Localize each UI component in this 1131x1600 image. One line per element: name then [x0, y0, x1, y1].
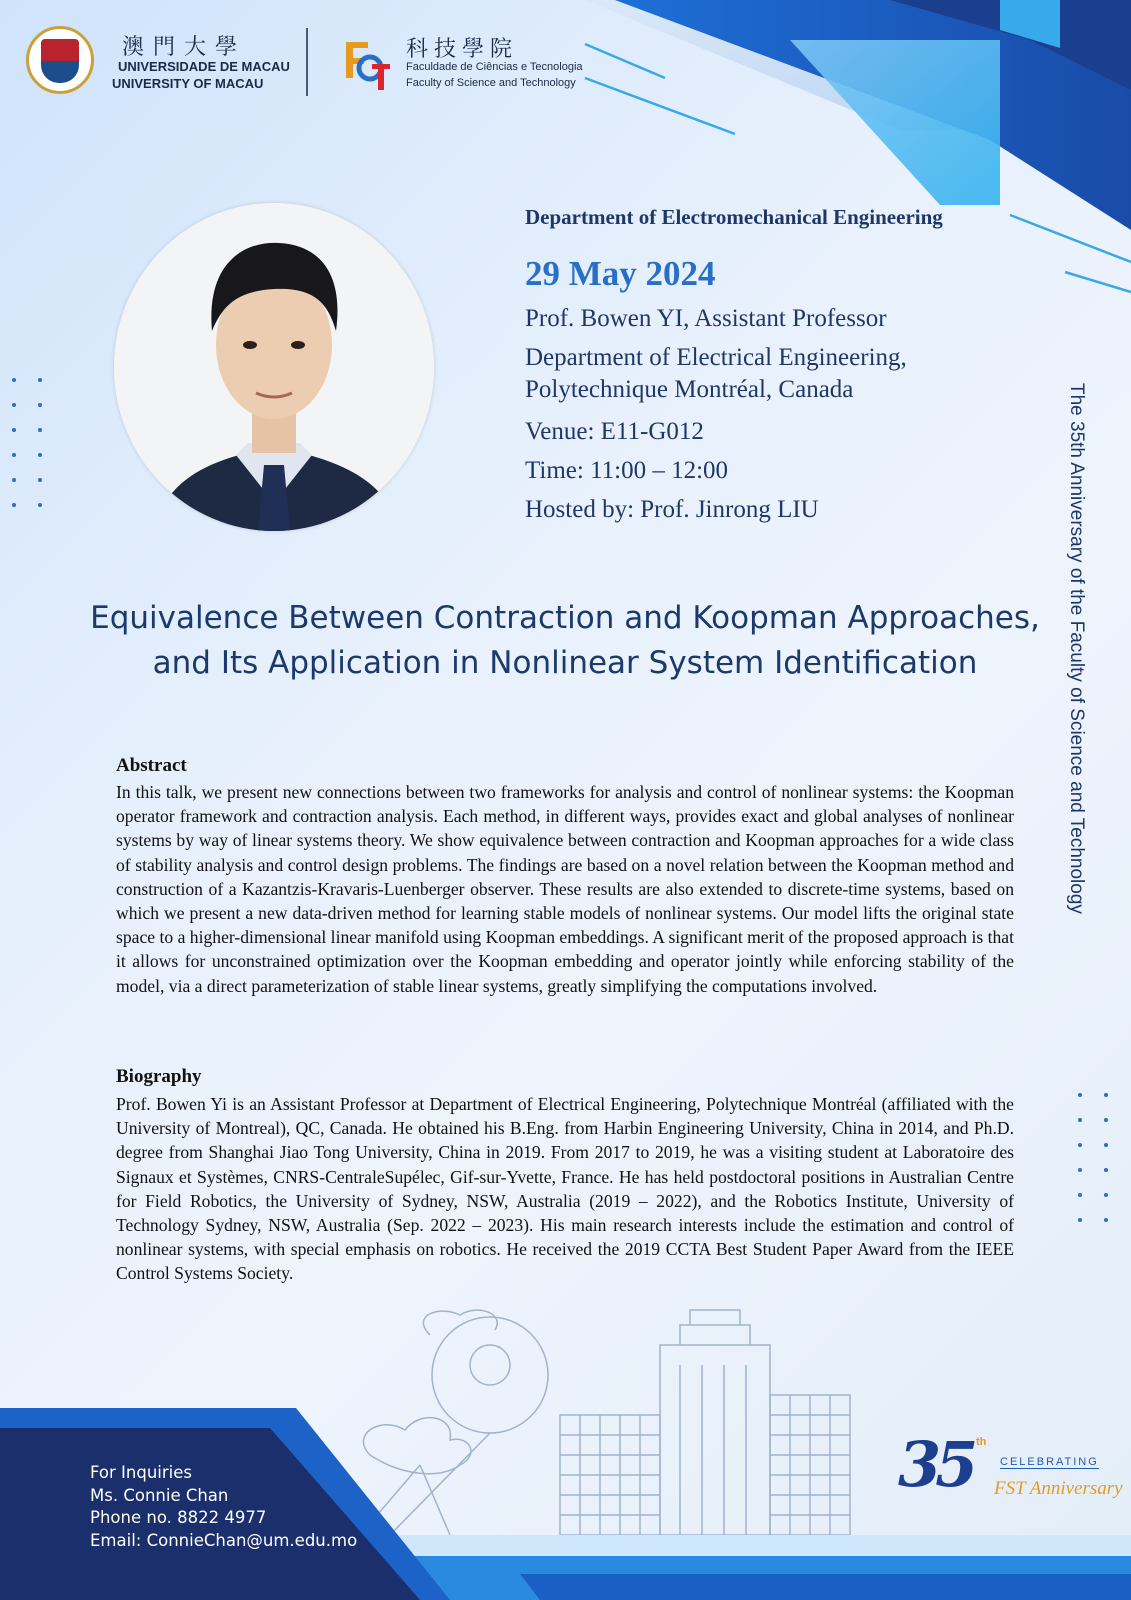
- biography-text: Prof. Bowen Yi is an Assistant Professor at Department of Electrical Engineering, Polytechnique Montréal (affiliated with the University of Montreal), QC, Canada. He obtained his B.Eng. from Harbin Engineering University, China in 2014, and Ph.D. degree from Shanghai Jiao Tong University, China in 2019. From 2017 to 2019, he was a visiting student at Laboratoire des Signaux et Systèmes, CNRS-CentraleSupélec, Gif-sur-Yvette, France. He has held postdoctoral positions in Australian Centre for Field Robotics, the University of Sydney, NSW, Australia (2019 – 2022), and the Robotics Institute, University of Technology Sydney, NSW, Australia (Sep. 2022 – 2023). His main research interests include the estimation and control of nonlinear systems, with special emphasis on robotics. He received the 2019 CCTA Best Student Paper Award from the IEEE Control Systems Society.: [116, 1094, 1014, 1284]
- left-dot-pattern: [12, 378, 48, 508]
- event-time: Time: 11:00 – 12:00: [525, 457, 729, 484]
- um-chinese-name: 澳門大學: [122, 35, 247, 60]
- inquiries-email[interactable]: Email: ConnieChan@um.edu.mo: [90, 1530, 358, 1550]
- inquiries-contact-name: Ms. Connie Chan: [90, 1485, 229, 1505]
- abstract-text: In this talk, we present new connections between two frameworks for analysis and control of nonlinear systems: the Koopman operator framework and contraction analysis. Each method, in different ways, provides exact and global analyses of nonlinear systems by way of linear systems theory. We show equivalence between contraction and Koopman approaches for a wide class of stability analysis and control design problems. The findings are based on a novel relation between the Koopman method and construction of a Kazantzis-Kravaris-Luenberger observer. These results are also extended to discrete-time systems, based on which we present a new data-driven method for learning stable models of nonlinear systems. Our model lifts the original state space to a higher-dimensional linear manifold using Koopman embeddings. A significant merit of the proposed approach is that it allows for unconstrained optimization over the Koopman embedding and operator jointly while enforcing stability of the model, via a direct parameterization of stable linear systems, greatly simplifying the computations involved.: [116, 782, 1014, 996]
- inquiries-block: [90, 1462, 357, 1552]
- biography-heading: Biography: [116, 1066, 202, 1087]
- um-english-name: UNIVERSITY OF MACAU: [112, 76, 264, 91]
- fst-logo: [342, 34, 392, 92]
- speaker-name: Prof. Bowen YI, Assistant Professor: [525, 305, 887, 332]
- header-divider: [306, 28, 308, 96]
- fst-portuguese-name: Faculdade de Ciências e Tecnologia: [406, 61, 583, 73]
- inquiries-heading: For Inquiries: [90, 1463, 192, 1482]
- fst-english-name: Faculty of Science and Technology: [406, 77, 576, 89]
- speaker-affiliation-line2: Polytechnique Montréal, Canada: [525, 376, 854, 403]
- anniversary-suffix: th: [976, 1436, 987, 1448]
- inquiries-phone: Phone no. 8822 4977: [90, 1508, 267, 1527]
- speaker-portrait-icon: [114, 203, 434, 531]
- speaker-photo: [114, 203, 434, 531]
- talk-title: Equivalence Between Contraction and Koopman Approaches, and Its Application in Nonlinear System Identification: [90, 600, 1040, 681]
- host-department: Department of Electromechanical Engineering: [525, 205, 943, 229]
- anniversary-label: FST Anniversary: [994, 1478, 1123, 1499]
- um-portuguese-name: UNIVERSIDADE DE MACAU: [118, 59, 290, 74]
- anniversary-side-text: [1063, 383, 1093, 963]
- anniversary-side-label: The 35th Anniversary of the Faculty of Science and Technology: [1066, 383, 1087, 914]
- anniversary-number: 35: [898, 1428, 973, 1501]
- right-dot-pattern: [1078, 1093, 1114, 1223]
- event-host: Hosted by: Prof. Jinrong LIU: [525, 496, 819, 523]
- fst-chinese-name: 科技學院: [406, 37, 519, 62]
- event-venue: Venue: E11-G012: [525, 418, 704, 445]
- abstract-heading: Abstract: [116, 755, 187, 776]
- university-of-macau-logo: [26, 26, 94, 94]
- event-date: 29 May 2024: [525, 254, 716, 293]
- anniversary-celebrating: CELEBRATING: [1000, 1456, 1099, 1468]
- speaker-affiliation-line1: Department of Electrical Engineering,: [525, 344, 907, 371]
